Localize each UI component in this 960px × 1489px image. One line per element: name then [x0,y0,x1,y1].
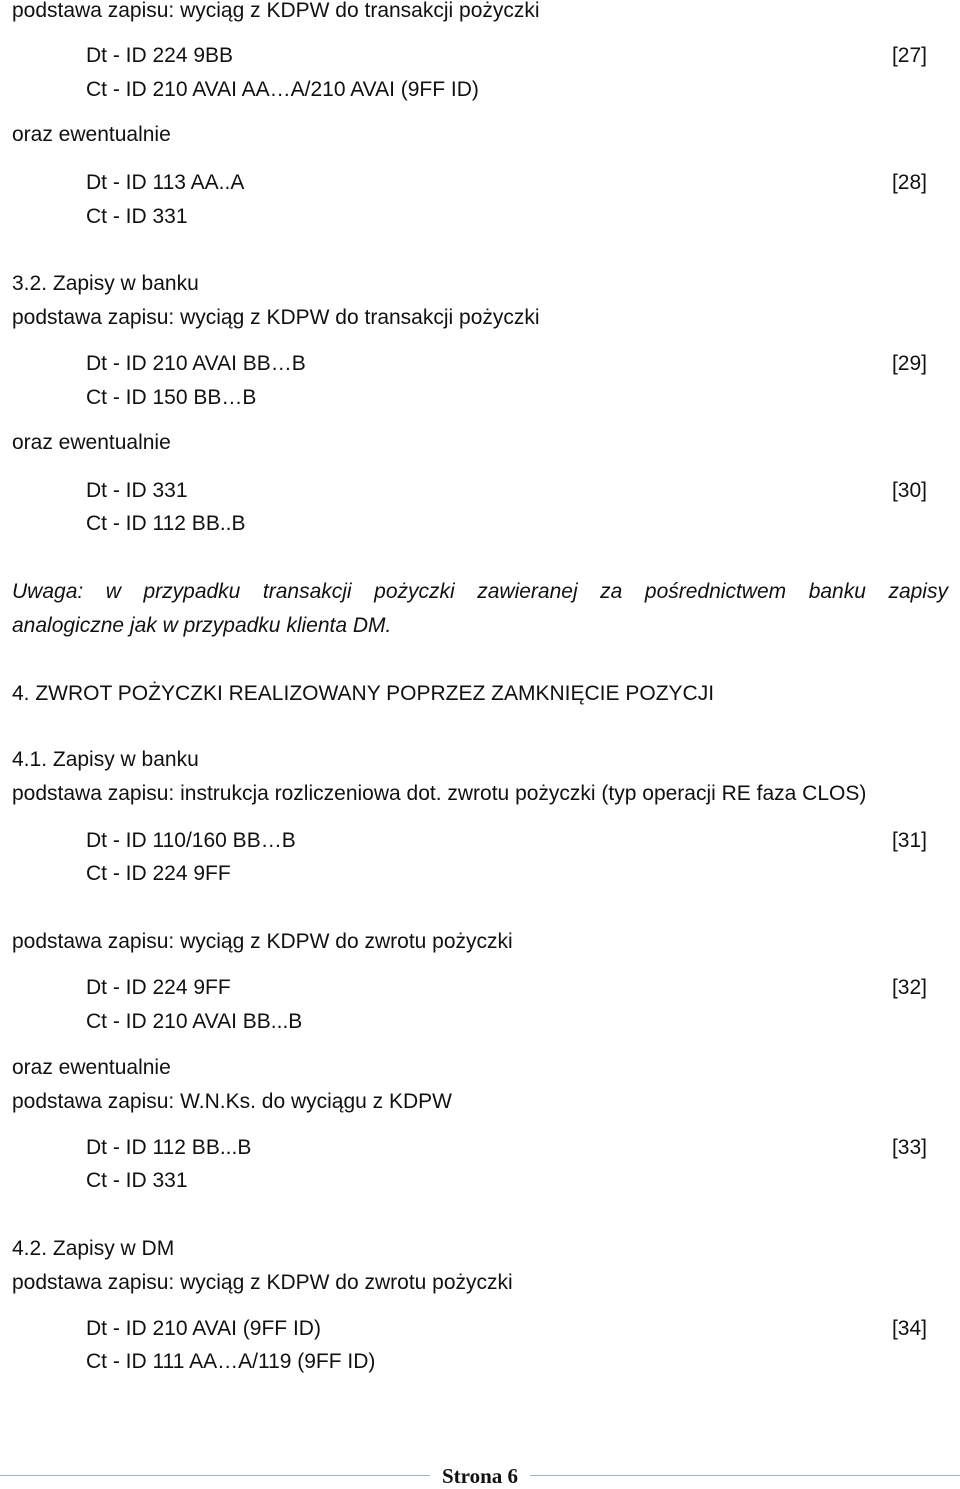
note-word: przypadku [143,580,241,603]
note-word: zapisy [888,580,948,603]
note-word: transakcji [262,580,352,603]
debit-line: Dt - ID 110/160 BB…B [86,829,296,852]
entry-number: [32] [891,976,927,999]
credit-line: Ct - ID 331 [86,205,188,228]
note-line-2: analogiczne jak w przypadku klienta DM. [12,614,392,637]
note-word: w [105,580,121,603]
debit-line: Dt - ID 112 BB...B [86,1136,252,1159]
note-word: pożyczki [374,580,455,603]
entry-number: [27] [891,44,927,67]
entry-number: [28] [891,171,927,194]
section-heading: 4.1. Zapisy w banku [12,748,199,771]
basis-line: podstawa zapisu: wyciąg z KDPW do transakcji pożyczki [12,0,540,22]
page-number [0,1463,960,1489]
credit-line: Ct - ID 210 AVAI AA…A/210 AVAI (9FF ID) [86,78,479,101]
debit-line: Dt - ID 224 9BB [86,44,234,67]
note-word: Uwaga: [12,580,84,603]
credit-line: Ct - ID 224 9FF [86,862,231,885]
basis-line: podstawa zapisu: W.N.Ks. do wyciągu z KDPW [12,1090,453,1113]
page-number-label: Strona 6 [430,1464,530,1488]
credit-line: Ct - ID 210 AVAI BB...B [86,1010,303,1033]
note-line-1 [12,579,948,605]
debit-line: Dt - ID 113 AA..A [86,171,245,194]
section-heading: 3.2. Zapisy w banku [12,272,199,295]
chapter-heading: 4. ZWROT POŻYCZKI REALIZOWANY POPRZEZ ZAMKNIĘCIE POZYCJI [12,682,715,705]
debit-line: Dt - ID 331 [86,479,188,502]
entry-number: [30] [891,479,927,502]
optional-label: oraz ewentualnie [12,431,171,454]
entry-number: [29] [891,352,927,375]
basis-line: podstawa zapisu: instrukcja rozliczeniowa dot. zwrotu pożyczki (typ operacji RE faza CLOS) [12,782,867,805]
debit-line: Dt - ID 224 9FF [86,976,231,999]
debit-line: Dt - ID 210 AVAI BB…B [86,352,306,375]
credit-line: Ct - ID 150 BB…B [86,386,257,409]
optional-label: oraz ewentualnie [12,1056,171,1079]
note-word: zawieranej [477,580,578,603]
basis-line: podstawa zapisu: wyciąg z KDPW do zwrotu pożyczki [12,1271,513,1294]
optional-label: oraz ewentualnie [12,123,171,146]
debit-line: Dt - ID 210 AVAI (9FF ID) [86,1317,321,1340]
section-heading: 4.2. Zapisy w DM [12,1237,175,1260]
note-word: za [600,580,623,603]
credit-line: Ct - ID 112 BB..B [86,512,246,535]
entry-number: [34] [891,1317,927,1340]
entry-number: [33] [891,1136,927,1159]
credit-line: Ct - ID 331 [86,1169,188,1192]
entry-number: [31] [891,829,927,852]
note-word: banku [808,580,866,603]
basis-line: podstawa zapisu: wyciąg z KDPW do transakcji pożyczki [12,306,540,329]
credit-line: Ct - ID 111 AA…A/119 (9FF ID) [86,1350,376,1373]
note-word: pośrednictwem [644,580,787,603]
basis-line: podstawa zapisu: wyciąg z KDPW do zwrotu pożyczki [12,930,513,953]
